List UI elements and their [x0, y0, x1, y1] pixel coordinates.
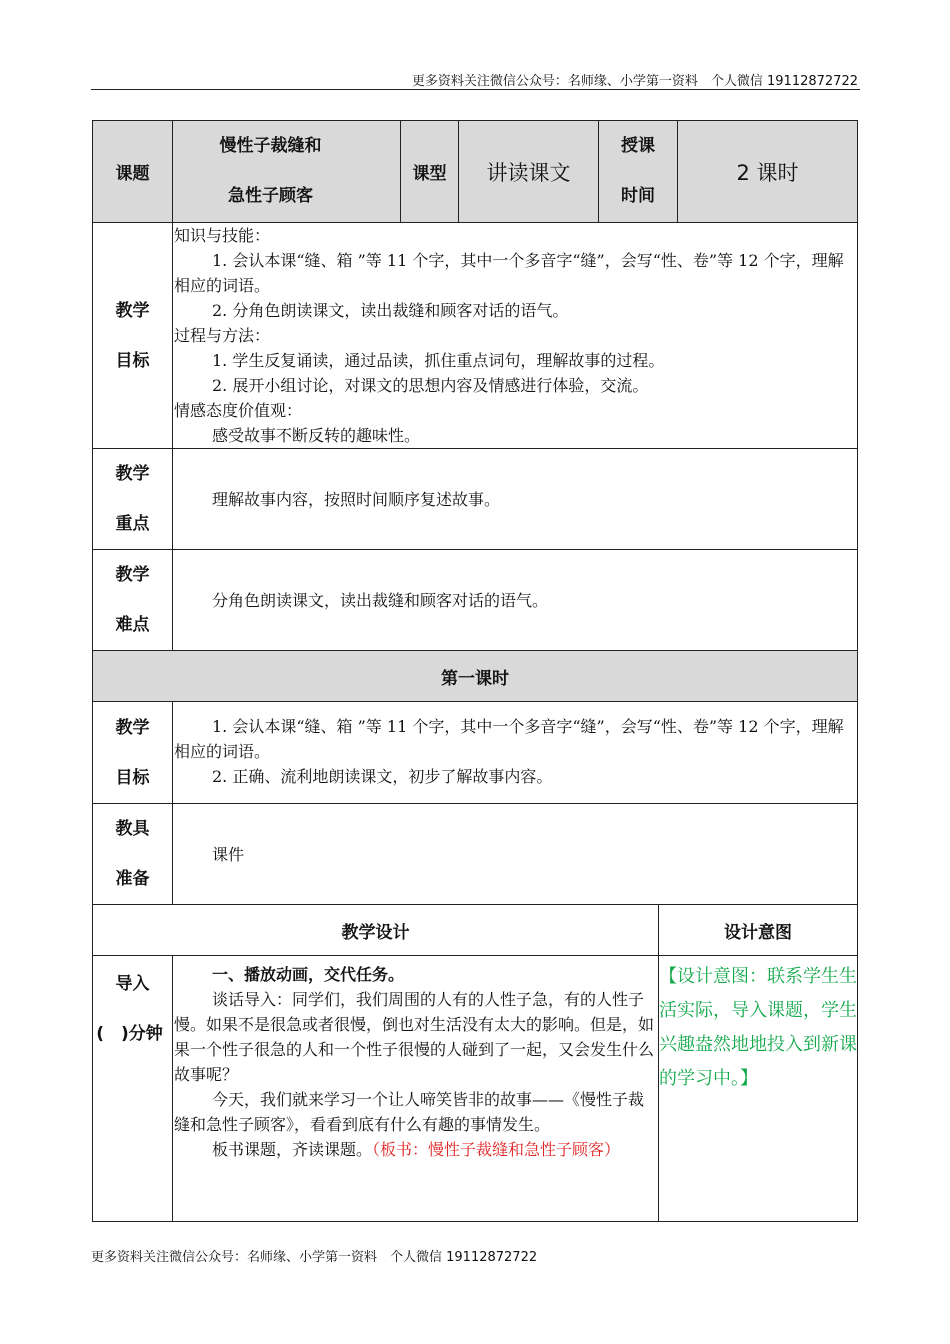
lesson-goals-content: [172, 701, 858, 804]
type-label-cell: [400, 120, 459, 223]
page-header: 更多资料关注微信公众号：名师缘、小学第一资料 个人微信 19112872722: [411, 74, 858, 89]
goals-line: 2. 展开小组讨论，对课文的思想内容及情感进行体验，交流。: [212, 376, 649, 395]
keypoints-label-cell: [92, 448, 173, 550]
goals-label-2: 目标: [115, 350, 150, 371]
intent-header: 设计意图: [724, 922, 792, 943]
intro-content: [172, 955, 659, 1222]
design-header: 教学设计: [341, 922, 410, 943]
materials-label-1: 教具: [115, 819, 150, 839]
blackboard-note: （板书：慢性子裁缝和急性子顾客）: [372, 1140, 621, 1159]
materials-content: [172, 803, 858, 905]
goals-line: 情感态度价值观：: [174, 401, 303, 420]
goals-label-1: 教学: [115, 300, 150, 321]
design-header-cell: [92, 904, 659, 956]
difficulties-label-1: 教学: [115, 565, 150, 585]
goals-content: [172, 222, 858, 449]
keypoints-content: [172, 448, 858, 550]
time-label-cell: [598, 120, 678, 223]
intro-heading: 一、播放动画，交代任务。: [212, 965, 405, 984]
keypoints-text: 理解故事内容，按照时间顺序复述故事。: [212, 489, 501, 509]
materials-label-cell: [92, 803, 173, 905]
section-title-cell: [92, 650, 858, 702]
goals-line: 过程与方法：: [174, 326, 271, 345]
goals-line: 1. 会认本课“缝、箱 ”等 11 个字，其中一个多音字“缝”，会写“性、卷”等 12 个字，理解相应的词语。: [174, 251, 844, 295]
lesson-plan-table: [92, 120, 858, 1222]
lesson-goals-label-cell: [92, 701, 173, 804]
section-title: 第一课时: [441, 668, 509, 689]
lesson-goals-label-2: 目标: [115, 767, 150, 788]
time-value-cell: [677, 120, 858, 223]
title-label: 课题: [115, 164, 150, 184]
goals-line: 1. 学生反复诵读，通过品读，抓住重点词句，理解故事的过程。: [212, 351, 665, 370]
difficulties-text: 分角色朗读课文，读出裁缝和顾客对话的语气。: [212, 590, 549, 610]
type-label: 课型: [412, 164, 447, 184]
type-value-cell: [458, 120, 599, 223]
intro-paragraph: 谈话导入：同学们，我们周围的人有的人性子急，有的人性子慢。如果不是很急或者很慢，倒也对生活没有太大的影响。但是，如果一个性子很急的人和一个性子很慢的人碰到了一起，又会发生什么故事呢？: [174, 990, 655, 1084]
intro-paragraph: 今天，我们就来学习一个让人啼笑皆非的故事——《慢性子裁缝和急性子顾客》，看看到底有什么有趣的事情发生。: [174, 1090, 645, 1134]
intro-label-1: 导入: [115, 974, 150, 994]
materials-text: 课件: [212, 844, 245, 864]
intro-intent: 【设计意图：联系学生生活实际，导入课题，学生兴趣盎然地地投入到新课的学习中。】: [659, 966, 857, 1089]
time-label-2: 时间: [621, 186, 655, 206]
intro-label-2: ( )分钟: [96, 1024, 163, 1044]
keypoints-label-2: 重点: [115, 514, 150, 534]
lesson-goals-label-1: 教学: [115, 717, 150, 738]
goals-label-cell: [92, 222, 173, 449]
difficulties-content: [172, 549, 858, 651]
header-rule: [91, 89, 860, 90]
title-line-1: 慢性子裁缝和: [219, 136, 322, 156]
goals-line: 知识与技能：: [174, 226, 271, 245]
materials-label-2: 准备: [115, 869, 150, 889]
difficulties-label-2: 难点: [115, 615, 150, 635]
intro-label-cell: [92, 955, 173, 1222]
type-value: 讲读课文: [486, 160, 571, 185]
lesson-goals-line: 2. 正确、流利地朗读课文，初步了解故事内容。: [212, 767, 553, 786]
intro-intent-cell: [658, 955, 858, 1222]
intent-header-cell: [658, 904, 858, 956]
title-line-2: 急性子顾客: [228, 186, 313, 206]
time-value: 2 课时: [736, 160, 799, 185]
lesson-goals-line: 1. 会认本课“缝、箱 ”等 11 个字，其中一个多音字“缝”，会写“性、卷”等 12 个字，理解相应的词语。: [174, 717, 844, 761]
page-footer: 更多资料关注微信公众号：名师缘、小学第一资料 个人微信 19112872722: [91, 1250, 538, 1265]
title-label-cell: [92, 120, 173, 223]
difficulties-label-cell: [92, 549, 173, 651]
intro-paragraph: 板书课题，齐读课题。: [212, 1140, 373, 1159]
keypoints-label-1: 教学: [115, 464, 150, 484]
time-label-1: 授课: [621, 136, 655, 156]
title-value-cell: [172, 120, 401, 223]
goals-line: 感受故事不断反转的趣味性。: [212, 426, 421, 445]
goals-line: 2. 分角色朗读课文，读出裁缝和顾客对话的语气。: [212, 301, 569, 320]
